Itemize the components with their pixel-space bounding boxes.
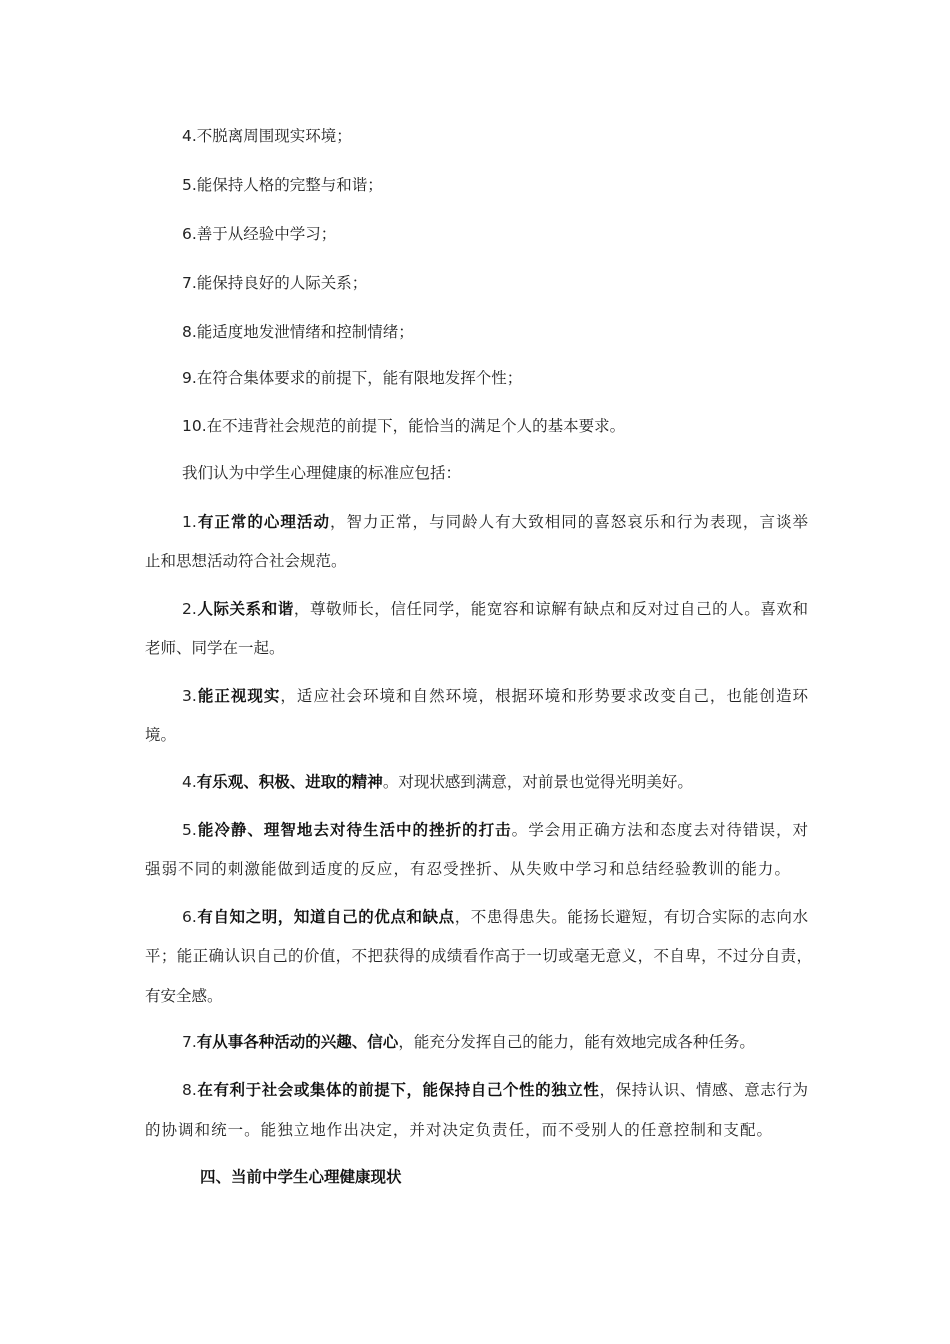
standard-6-title: 有自知之明，知道自己的优点和缺点 bbox=[196, 908, 455, 926]
standard-8-text: ，保持认识、情感、意志行为 bbox=[599, 1081, 808, 1099]
standard-4-title: 有乐观、积极、进取的精神 bbox=[196, 773, 383, 791]
criteria-item-8: 8.能适度地发泄情绪和控制情绪； bbox=[182, 323, 414, 341]
standard-6-text: ，不患得患失。能扬长避短，有切合实际的志向水 bbox=[454, 908, 808, 926]
standard-2-line-1 bbox=[182, 599, 808, 619]
standard-4-text: 。对现状感到满意，对前景也觉得光明美好。 bbox=[382, 773, 693, 791]
standard-7-title: 有从事各种活动的兴趣、信心 bbox=[196, 1033, 399, 1051]
standard-7-text: ，能充分发挥自己的能力，能有效地完成各种任务。 bbox=[398, 1033, 755, 1051]
standards-intro: 我们认为中学生心理健康的标准应包括： bbox=[182, 464, 462, 482]
standard-5-line-2: 强弱不同的刺激能做到适度的反应，有忍受挫折、从失败中学习和总结经验教训的能力。 bbox=[145, 860, 790, 878]
standard-2-text: ，尊敬师长，信任同学，能宽容和谅解有缺点和反对过自己的人。喜欢和 bbox=[293, 600, 808, 618]
standard-3-text: ，适应社会环境和自然环境，根据环境和形势要求改变自己，也能创造环 bbox=[280, 687, 808, 705]
standard-1-title: 有正常的心理活动 bbox=[196, 513, 330, 531]
standard-6-line-2: 平；能正确认识自己的价值，不把获得的成绩看作高于一切或毫无意义，不自卑，不过分自责， bbox=[145, 947, 812, 965]
standard-6-line-3: 有安全感。 bbox=[145, 987, 223, 1005]
standard-2-number: 2. bbox=[182, 600, 197, 618]
standard-5-text: 。学会用正确方法和态度去对待错误，对 bbox=[511, 821, 808, 839]
standard-4-number: 4. bbox=[182, 773, 197, 791]
standard-1-text: ，智力正常，与同龄人有大致相同的喜怒哀乐和行为表现，言谈举 bbox=[329, 513, 808, 531]
standard-8-line-1 bbox=[182, 1080, 808, 1100]
standard-6-number: 6. bbox=[182, 908, 197, 926]
standard-8-line-2: 的协调和统一。能独立地作出决定，并对决定负责任，而不受别人的任意控制和支配。 bbox=[145, 1121, 772, 1139]
standard-2-title: 人际关系和谐 bbox=[196, 600, 294, 618]
standard-3-line-2: 境。 bbox=[145, 726, 177, 744]
standard-8-number: 8. bbox=[182, 1081, 197, 1099]
standard-7-number: 7. bbox=[182, 1033, 197, 1051]
standard-3-number: 3. bbox=[182, 687, 197, 705]
standard-3-title: 能正视现实 bbox=[196, 687, 281, 705]
standard-4-line-1 bbox=[182, 772, 693, 792]
standard-5-title: 能冷静、理智地去对待生活中的挫折的打击 bbox=[196, 821, 512, 839]
standard-8-title: 在有利于社会或集体的前提下，能保持自己个性的独立性 bbox=[196, 1081, 600, 1099]
criteria-item-6: 6.善于从经验中学习； bbox=[182, 225, 337, 243]
criteria-item-10: 10.在不违背社会规范的前提下，能恰当的满足个人的基本要求。 bbox=[182, 417, 626, 435]
criteria-item-7: 7.能保持良好的人际关系； bbox=[182, 274, 368, 292]
criteria-item-4: 4.不脱离周围现实环境； bbox=[182, 127, 352, 145]
criteria-item-9: 9.在符合集体要求的前提下，能有限地发挥个性； bbox=[182, 369, 523, 387]
section-heading: 四、当前中学生心理健康现状 bbox=[200, 1168, 402, 1186]
standard-7-line-1 bbox=[182, 1032, 755, 1052]
standard-5-number: 5. bbox=[182, 821, 197, 839]
standard-1-line-1 bbox=[182, 512, 808, 532]
standard-1-number: 1. bbox=[182, 513, 197, 531]
standard-1-line-2: 止和思想活动符合社会规范。 bbox=[145, 552, 347, 570]
standard-6-line-1 bbox=[182, 907, 808, 927]
standard-3-line-1 bbox=[182, 686, 808, 706]
standard-2-line-2: 老师、同学在一起。 bbox=[145, 639, 285, 657]
standard-5-line-1 bbox=[182, 820, 808, 840]
criteria-item-5: 5.能保持人格的完整与和谐； bbox=[182, 176, 383, 194]
